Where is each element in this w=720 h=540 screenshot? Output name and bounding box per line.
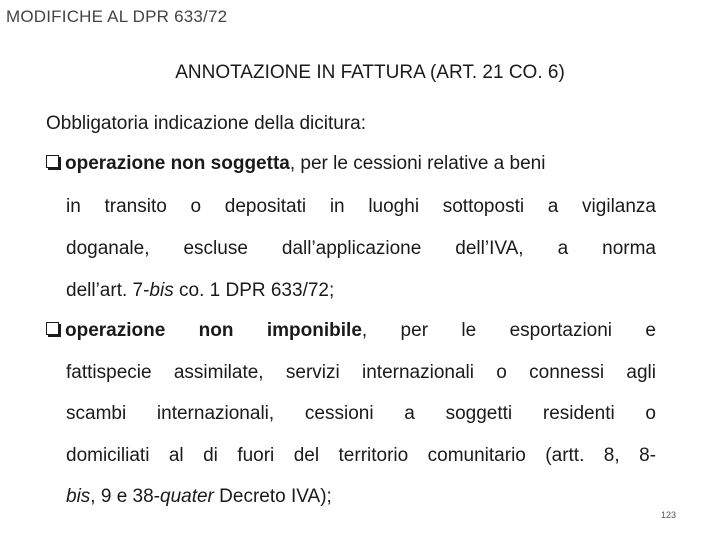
item1-line4-italic: bis (149, 280, 174, 301)
item2-line5-italic1: bis (66, 486, 91, 507)
item2-line4: domiciliati al di fuori del territorio comunitario (artt. 8, 8- (66, 445, 656, 466)
bullet-item-2 (46, 320, 656, 342)
page-number: 123 (660, 510, 676, 520)
slide-header: MODIFICHE AL DPR 633/72 (6, 7, 228, 26)
item1-keyword: operazione non soggetta (65, 153, 290, 174)
bullet-item-1 (46, 153, 656, 175)
item2-line5-mid: , 9 e 38- (90, 486, 161, 507)
item2-line3: scambi internazionali, cessioni a soggetti residenti o (66, 403, 656, 424)
slide-title: ANNOTAZIONE IN FATTURA (ART. 21 CO. 6) (175, 62, 565, 83)
item2-line5 (66, 486, 656, 508)
item1-line4 (66, 280, 656, 302)
item1-line3: doganale, escluse dall’applicazione dell’IVA, a norma (66, 238, 656, 259)
item2-line5-post: Decreto IVA); (213, 486, 332, 507)
checkbox-bullet-icon (46, 322, 59, 335)
item2-line5-italic2: quater (160, 486, 214, 507)
item1-line2: in transito o depositati in luoghi sottoposti a vigilanza (66, 196, 656, 217)
item1-line1-text: , per le cessioni relative a beni (289, 153, 546, 174)
item1-line4-post: co. 1 DPR 633/72; (173, 280, 335, 301)
checkbox-bullet-icon (46, 155, 59, 168)
item2-line1-text: , per le esportazioni e (361, 320, 656, 341)
item2-keyword: operazione non imponibile (65, 320, 362, 341)
intro-text: Obbligatoria indicazione della dicitura: (46, 113, 367, 134)
item1-line4-pre: dell’art. 7- (66, 280, 150, 301)
item2-line2: fattispecie assimilate, servizi internazionali o connessi agli (66, 362, 656, 383)
